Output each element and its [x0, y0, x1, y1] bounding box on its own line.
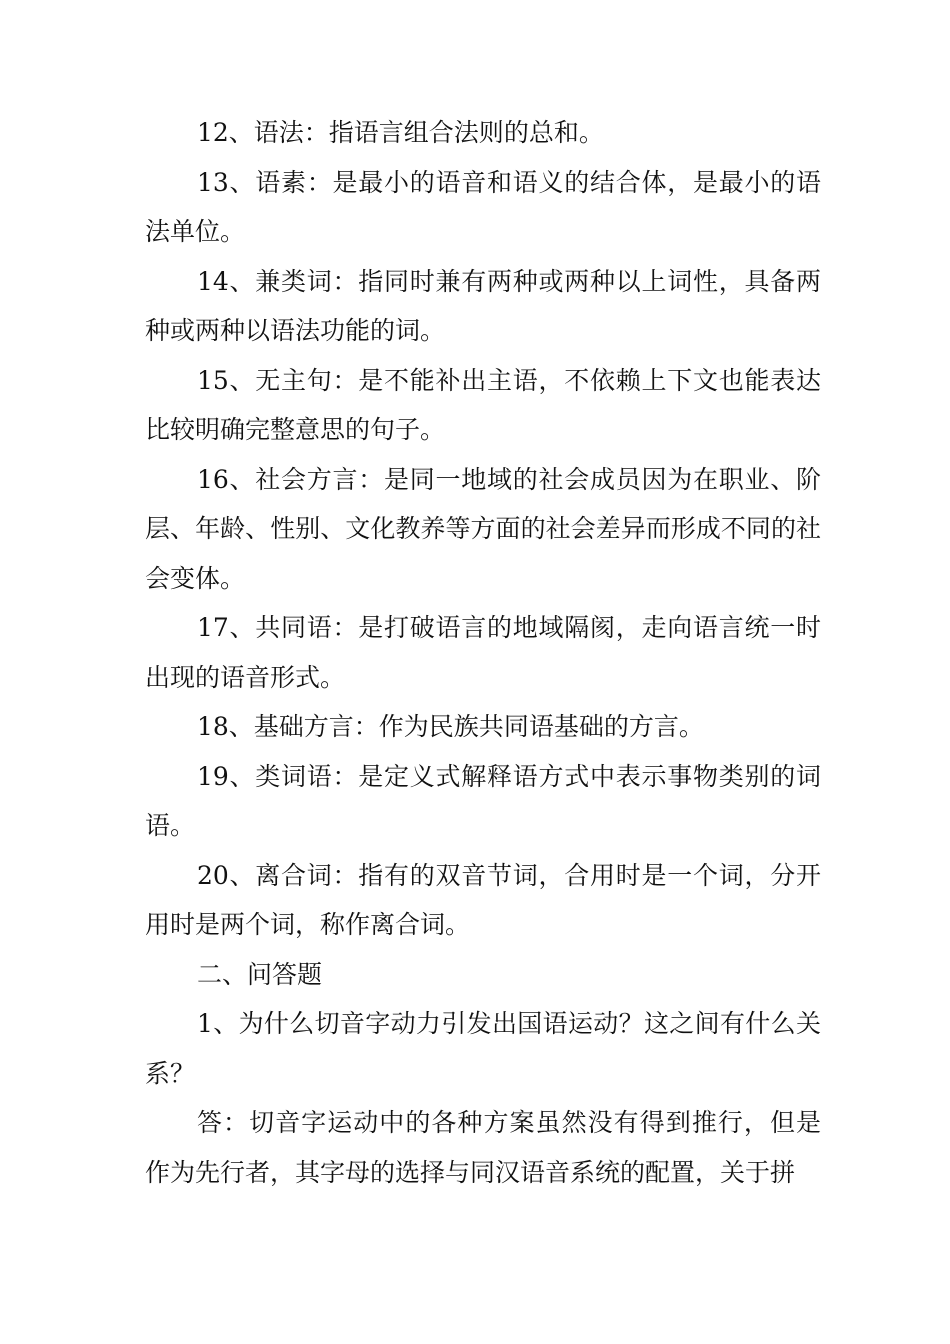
definition-item-15: 15、无主句：是不能补出主语，不依赖上下文也能表达比较明确完整意思的句子。	[145, 365, 821, 444]
definition-item-19: 19、类词语：是定义式解释语方式中表示事物类别的词语。	[145, 761, 821, 840]
definition-item-12: 12、语法：指语言组合法则的总和。	[197, 118, 604, 147]
question-1: 1、为什么切音字动力引发出国语运动？这之间有什么关系？	[145, 1009, 821, 1088]
definition-item-14: 14、兼类词：指同时兼有两种或两种以上词性，具备两种或两种以语法功能的词。	[145, 266, 821, 345]
answer-1: 答：切音字运动中的各种方案虽然没有得到推行，但是作为先行者，其字母的选择与同汉语音系统的配置，关于拼	[145, 1108, 821, 1187]
definition-item-18: 18、基础方言：作为民族共同语基础的方言。	[197, 712, 704, 741]
definition-item-13: 13、语素：是最小的语音和语义的结合体，是最小的语法单位。	[145, 167, 821, 246]
document-body	[145, 108, 821, 1197]
definition-item-16: 16、社会方言：是同一地域的社会成员因为在职业、阶层、年龄、性别、文化教养等方面的社会差异而形成不同的社会变体。	[145, 464, 821, 593]
definition-item-20: 20、离合词：指有的双音节词，合用时是一个词，分开用时是两个词，称作离合词。	[145, 860, 821, 939]
section-heading: 二、问答题	[197, 959, 323, 989]
definition-item-17: 17、共同语：是打破语言的地域隔阂，走向语言统一时出现的语音形式。	[145, 613, 821, 692]
